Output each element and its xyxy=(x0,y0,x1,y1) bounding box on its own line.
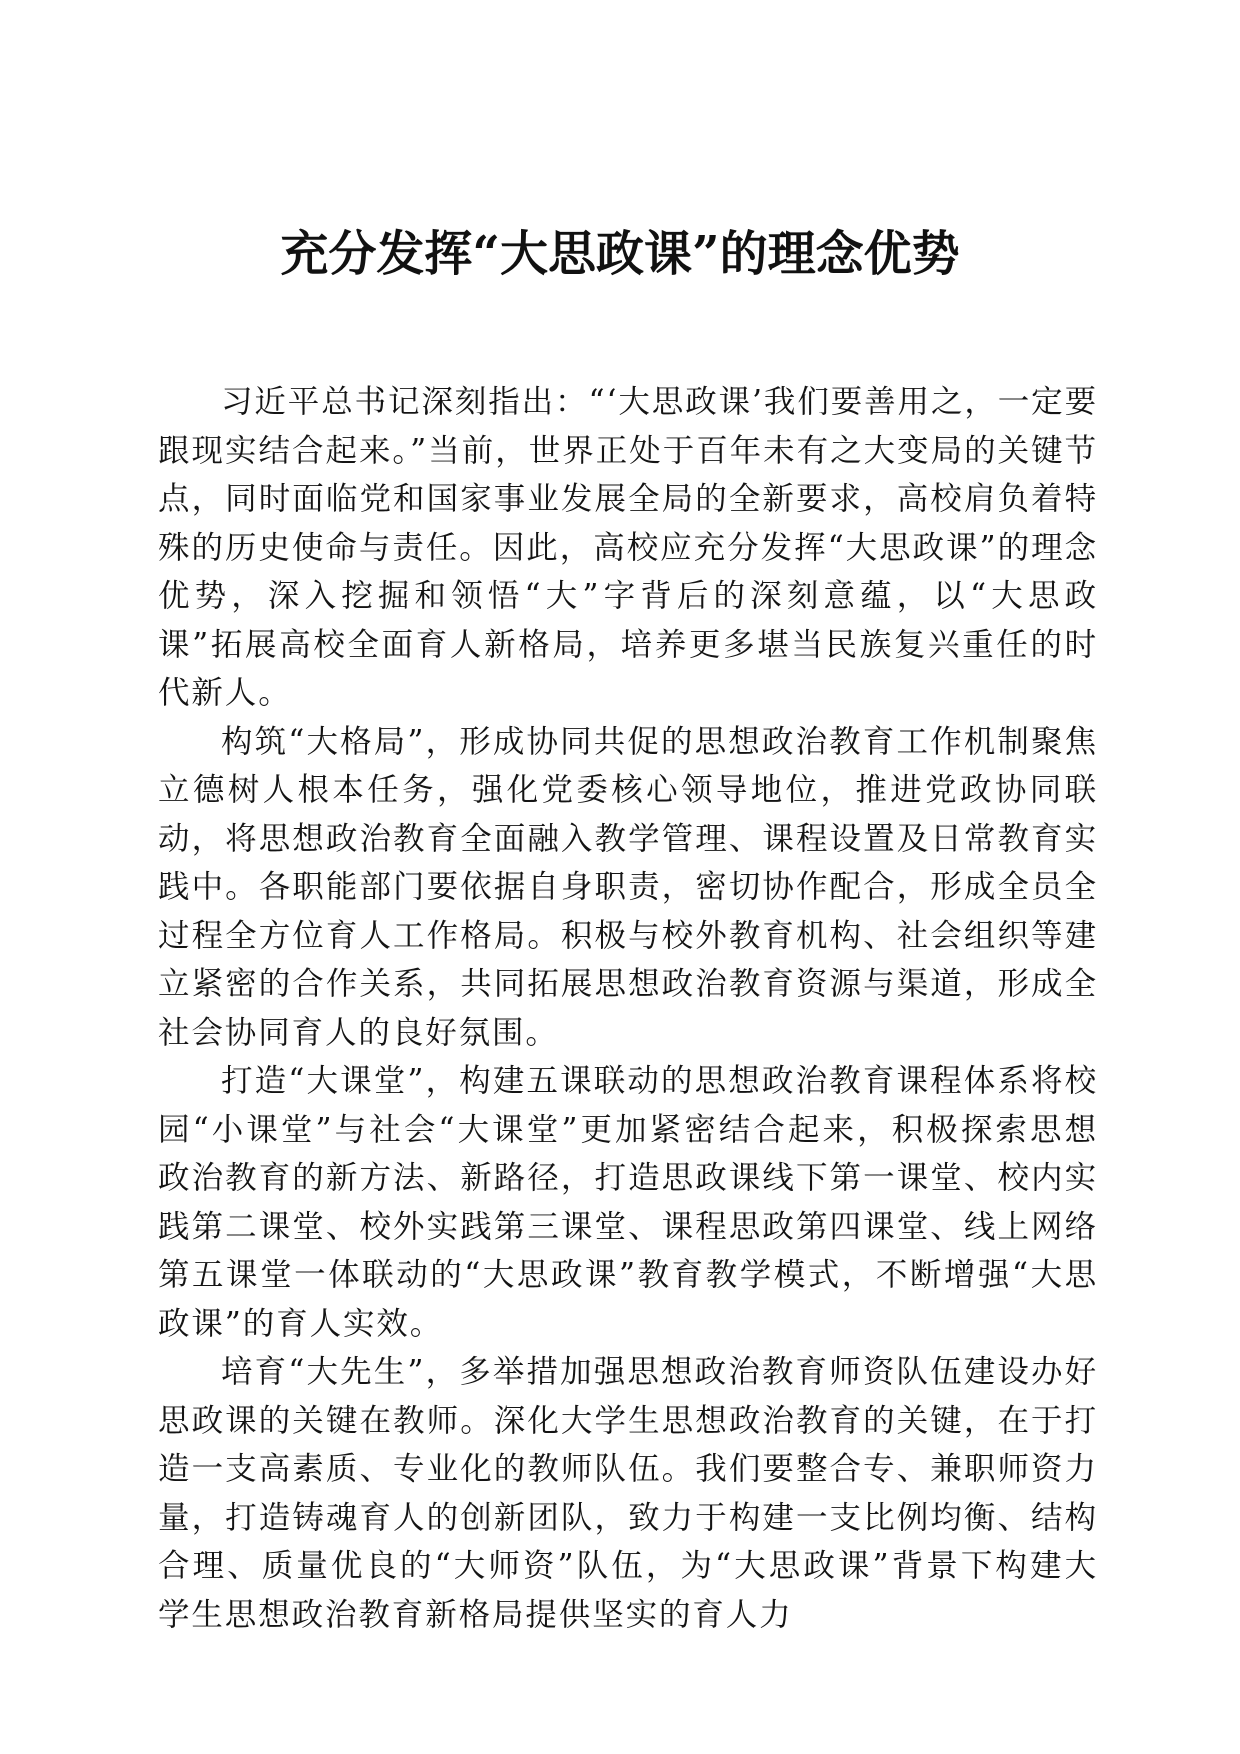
paragraph-big-classroom: 打造“大课堂”，构建五课联动的思想政治教育课程体系将校园“小课堂”与社会“大课堂”更加紧密结合起来，积极探索思想政治教育的新方法、新路径，打造思政课线下第一课堂、校内实践第二课堂、校外实践第三课堂、课程思政第四课堂、线上网络第五课堂一体联动的“大思政课”教育教学模式，不断增强“大思政课”的育人实效。 xyxy=(158,1063,1098,1342)
paragraph-intro: 习近平总书记深刻指出：“‘大思政课’我们要善用之，一定要跟现实结合起来。”当前，世界正处于百年未有之大变局的关键节点，同时面临党和国家事业发展全局的全新要求，高校肩负着特殊的历史使命与责任。因此，高校应充分发挥“大思政课”的理念优势，深入挖掘和领悟“大”字背后的深刻意蕴，以“大思政课”拓展高校全面育人新格局，培养更多堪当民族复兴重任的时代新人。 xyxy=(158,384,1098,711)
paragraph-big-pattern: 构筑“大格局”，形成协同共促的思想政治教育工作机制聚焦立德树人根本任务，强化党委核心领导地位，推进党政协同联动，将思想政治教育全面融入教学管理、课程设置及日常教育实践中。各职能部门要依据自身职责，密切协作配合，形成全员全过程全方位育人工作格局。积极与校外教育机构、社会组织等建立紧密的合作关系，共同拓展思想政治教育资源与渠道，形成全社会协同育人的良好氛围。 xyxy=(158,723,1098,1051)
paragraph-big-teacher: 培育“大先生”，多举措加强思想政治教育师资队伍建设办好思政课的关键在教师。深化大学生思想政治教育的关键，在于打造一支高素质、专业化的教师队伍。我们要整合专、兼职师资力量，打造铸魂育人的创新团队，致力于构建一支比例均衡、结构合理、质量优良的“大师资”队伍，为“大思政课”背景下构建大学生思想政治教育新格局提供坚实的育人力 xyxy=(158,1354,1098,1633)
document-body xyxy=(158,378,1098,1639)
document-title: 充分发挥“大思政课”的理念优势 xyxy=(280,226,960,282)
